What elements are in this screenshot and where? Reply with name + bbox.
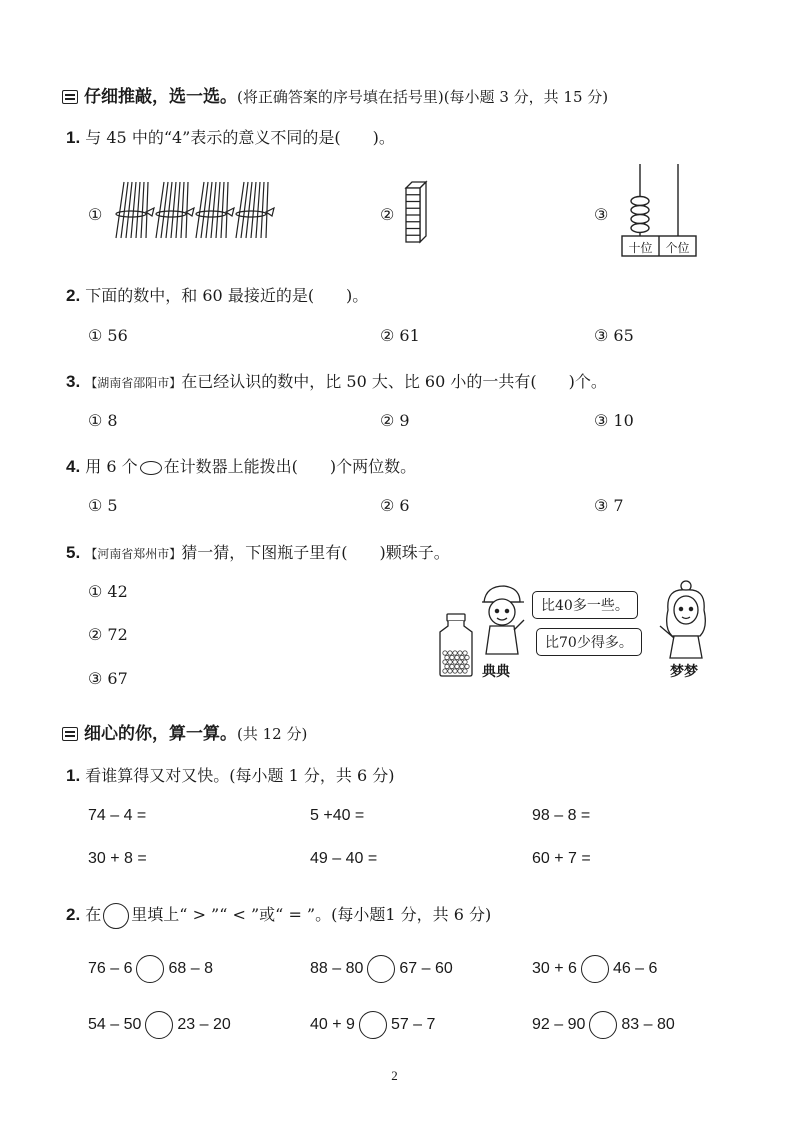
- q5-option-2: ② 72: [88, 625, 128, 644]
- section-2-title: 细心的你，算一算。: [84, 724, 237, 744]
- question-4: [66, 454, 416, 477]
- section-1-note: (将正确答案的序号填在括号里)(每小题 3 分，共 15 分): [237, 88, 609, 106]
- speech-bubble-dian-dian: 比40多一些。: [532, 591, 638, 619]
- question-text: 在已经认识的数中，比 50 大、比 60 小的一共有( )个。: [181, 372, 607, 391]
- question-text-before: 用 6 个: [85, 457, 138, 476]
- question-number: 1.: [66, 128, 81, 147]
- compare-item: 54 – 50 23 – 20: [88, 1011, 231, 1039]
- compare-item: 76 – 6 68 – 8: [88, 955, 213, 983]
- question-number: 5.: [66, 543, 81, 562]
- name-meng-meng: 梦梦: [670, 664, 698, 680]
- q3-option-3: ③ 10: [594, 411, 634, 430]
- q5-option-1: ① 42: [88, 582, 128, 601]
- calc-item: 30 + 8 =: [88, 850, 147, 867]
- section-2-note: (共 12 分): [237, 725, 308, 743]
- calc-question-1: [66, 763, 394, 786]
- compare-answer-circle[interactable]: [367, 955, 395, 983]
- question-text-after: 在计数器上能拨出( )个两位数。: [163, 457, 417, 476]
- question-number: 2.: [66, 905, 81, 924]
- q2-option-2: ② 61: [380, 326, 420, 345]
- question-5: [66, 540, 450, 563]
- q1-option-3-label: ③: [594, 205, 609, 224]
- question-text: 猜一猜，下图瓶子里有( )颗珠子。: [181, 543, 450, 562]
- compare-answer-circle[interactable]: [145, 1011, 173, 1039]
- q3-option-1: ① 8: [88, 411, 118, 430]
- compare-answer-circle[interactable]: [359, 1011, 387, 1039]
- question-source-tag: 【河南省郑州市】: [85, 547, 182, 561]
- girl-meng-meng-image: [656, 578, 716, 660]
- compare-item: 92 – 90 83 – 80: [532, 1011, 675, 1039]
- compare-item: 30 + 6 46 – 6: [532, 955, 657, 983]
- section-list-icon: [62, 90, 78, 104]
- compare-item: 88 – 80 67 – 60: [310, 955, 453, 983]
- section-1-title: 仔细推敲，选一选。: [84, 87, 237, 107]
- calc-item: 49 – 40 =: [310, 850, 378, 867]
- name-dian-dian: 典典: [482, 664, 510, 680]
- question-text-before: 在: [85, 905, 102, 924]
- question-source-tag: 【湖南省邵阳市】: [85, 376, 182, 390]
- q1-option-2-label: ②: [380, 205, 395, 224]
- bead-oval-icon: [140, 461, 162, 475]
- question-2: [66, 283, 368, 306]
- compare-answer-circle[interactable]: [589, 1011, 617, 1039]
- calc-item: 74 – 4 =: [88, 807, 147, 824]
- q3-option-2: ② 9: [380, 411, 410, 430]
- q4-option-1: ① 5: [88, 496, 118, 515]
- compare-answer-circle[interactable]: [581, 955, 609, 983]
- question-number: 3.: [66, 372, 81, 391]
- section-2-header: [62, 719, 307, 744]
- question-3: [66, 369, 607, 392]
- q2-option-3: ③ 65: [594, 326, 634, 345]
- compare-answer-circle[interactable]: [136, 955, 164, 983]
- q2-option-1: ① 56: [88, 326, 128, 345]
- q5-option-3: ③ 67: [88, 669, 128, 688]
- calc-item: 98 – 8 =: [532, 807, 591, 824]
- question-text: 下面的数中，和 60 最接近的是( )。: [85, 286, 369, 305]
- question-text: 与 45 中的“4”表示的意义不同的是( )。: [85, 128, 395, 147]
- calc-question-2: [66, 902, 491, 929]
- section-1-header: [62, 82, 608, 107]
- question-text: 看谁算得又对又快。(每小题 1 分，共 6 分): [85, 766, 395, 785]
- boy-dian-dian-image: [478, 582, 528, 660]
- q4-option-2: ② 6: [380, 496, 410, 515]
- bottle-of-beads-image: [436, 612, 476, 678]
- question-number: 1.: [66, 766, 81, 785]
- speech-bubble-meng-meng: 比70少得多。: [536, 628, 642, 656]
- q4-option-3: ③ 7: [594, 496, 624, 515]
- bundles-of-sticks-image: [108, 178, 278, 242]
- question-number: 2.: [66, 286, 81, 305]
- question-1: [66, 125, 395, 148]
- abacus-tens-label: 十位: [628, 241, 653, 255]
- calc-item: 60 + 7 =: [532, 850, 591, 867]
- compare-item: 40 + 9 57 – 7: [310, 1011, 435, 1039]
- calc-item: 5 +40 =: [310, 807, 365, 824]
- question-number: 4.: [66, 457, 81, 476]
- question-text-after: 里填上“ > ”“ < ”或“ = ”。(每小题1 分，共 6 分): [131, 905, 492, 924]
- abacus-ones-label: 个位: [665, 241, 690, 255]
- page-number: 2: [391, 1068, 398, 1083]
- section-list-icon: [62, 727, 78, 741]
- cube-stack-image: [402, 180, 428, 244]
- q1-option-1-label: ①: [88, 205, 103, 224]
- answer-circle-icon: [103, 903, 129, 929]
